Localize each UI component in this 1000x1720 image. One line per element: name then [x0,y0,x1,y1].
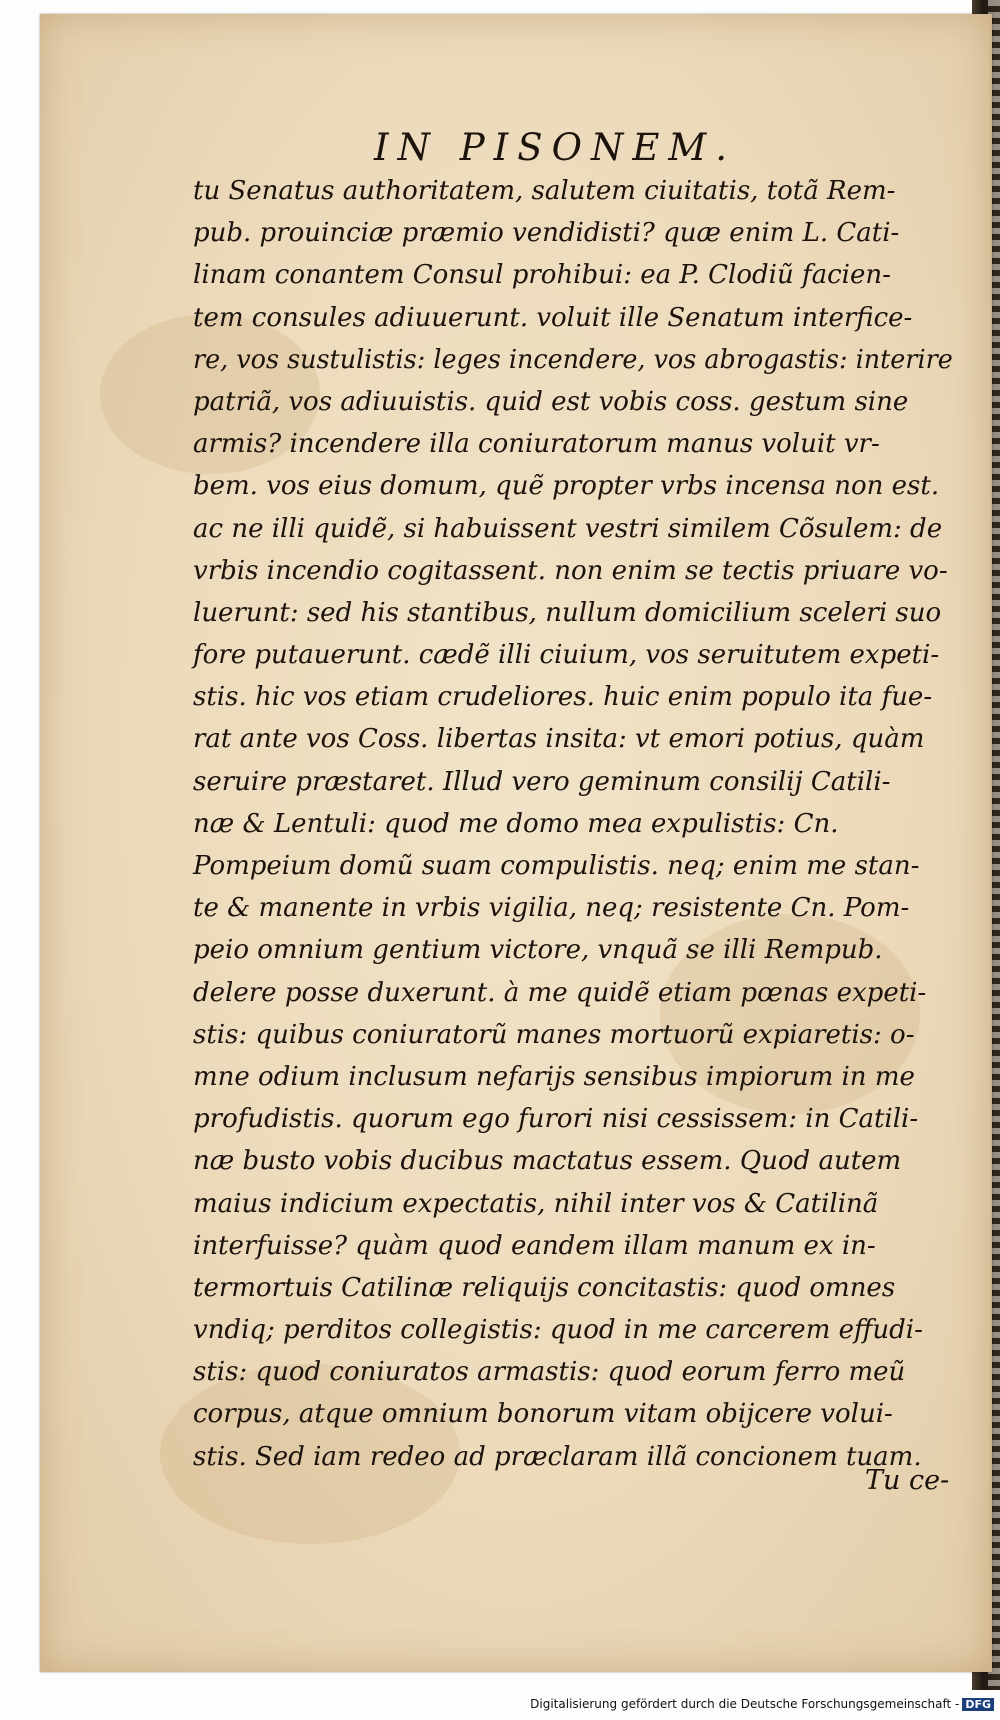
text-line: patriã, vos adiuuistis. quid est vobis coss. gestum sine [193,386,909,417]
text-line: stis. Sed iam redeo ad præclaram illã concionem tuam. [193,1441,922,1472]
catchword: Tu ce- [865,1465,950,1496]
text-line: fore putauerunt. cædẽ illi ciuium, vos seruitutem expeti- [193,640,940,671]
text-line: vrbis incendio cogitassent. non enim se tectis priuare vo- [193,555,948,586]
text-line: stis: quibus coniuratorũ manes mortuorũ expiaretis: o- [193,1019,915,1050]
text-line: linam conantem Consul prohibui: ea P. Clodiũ facien- [193,260,891,291]
text-line: Pompeium domũ suam compulistis. neq; enim me stan- [193,851,920,881]
text-line: delere posse duxerunt. à me quidẽ etiam pœnas expeti- [193,977,927,1008]
text-line: rat ante vos Coss. libertas insita: vt emori potius, quàm [193,724,925,755]
text-line: næ & Lentuli: quod me domo mea expulistis: Cn. [193,808,839,839]
text-line: armis? incendere illa coniuratorum manus voluit vr- [193,429,880,460]
text-line: interfuisse? quàm quod eandem illam manum ex in- [193,1230,876,1261]
text-line: ac ne illi quidẽ, si habuissent vestri similem Cõsulem: de [193,513,943,544]
text-line: vndiq; perditos collegistis: quod in me carcerem effudi- [193,1315,923,1346]
text-line: næ busto vobis ducibus mactatus essem. Quod autem [193,1146,902,1177]
text-line: tu Senatus authoritatem, salutem ciuitatis, totã Rem- [193,176,896,206]
dfg-logo: DFG [962,1698,994,1711]
text-line: termortuis Catilinæ reliquijs concitastis: quod omnes [193,1272,896,1303]
text-line: tem consules adiuuerunt. voluit ille Senatum interfice- [193,302,913,333]
text-line: stis. hic vos etiam crudeliores. huic enim populo ita fue- [193,682,933,713]
text-line: pub. prouinciæ præmio vendidisti? quæ enim L. Cati- [193,218,900,249]
digitization-credit [530,1697,994,1711]
text-line: mne odium inclusum nefarijs sensibus impiorum in me [193,1061,915,1092]
text-line: stis: quod coniuratos armastis: quod eorum ferro meũ [193,1357,906,1388]
text-body [193,170,953,1478]
text-line: seruire præstaret. Illud vero geminum consilij Catili- [193,766,891,797]
running-head: IN PISONEM. [374,126,736,169]
credit-text: Digitalisierung gefördert durch die Deutsche Forschungsgemeinschaft - [530,1697,960,1711]
text-line: re, vos sustulistis: leges incendere, vos abrogastis: interire [193,344,953,375]
text-line: corpus, atque omnium bonorum vitam obijcere volui- [193,1399,893,1430]
text-line: maius indicium expectatis, nihil inter vos & Catilinã [193,1188,879,1219]
text-line: profudistis. quorum ego furori nisi cessissem: in Catili- [193,1104,919,1135]
text-line: luerunt: sed his stantibus, nullum domicilium sceleri suo [193,597,942,628]
text-line: te & manente in vrbis vigilia, neq; resistente Cn. Pom- [193,893,910,924]
text-line: peio omnium gentium victore, vnquã se illi Rempub. [193,935,883,966]
text-line: bem. vos eius domum, quẽ propter vrbs incensa non est. [193,471,940,502]
